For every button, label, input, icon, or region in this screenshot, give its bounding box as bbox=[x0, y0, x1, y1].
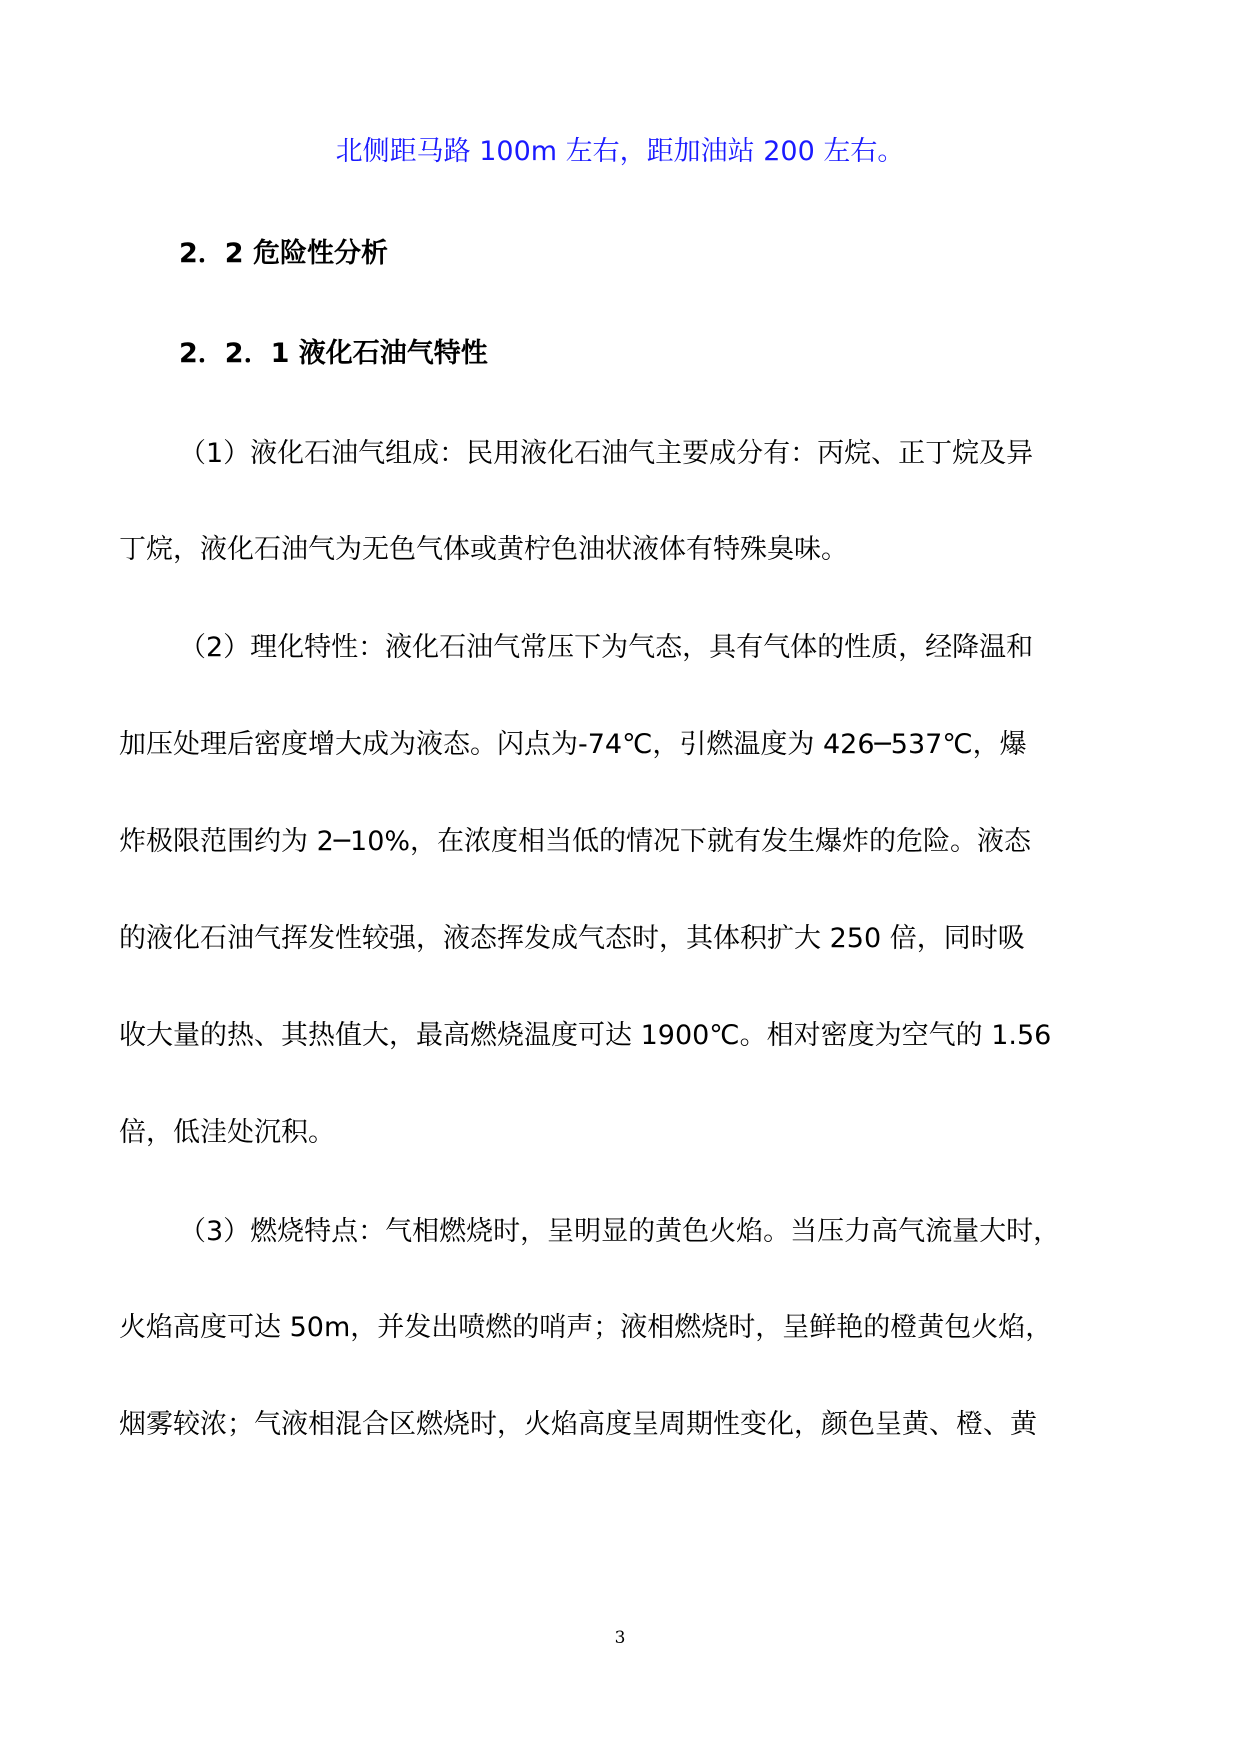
location-note: 北侧距马路 100m 左右，距加油站 200 左右。 bbox=[335, 136, 905, 167]
paragraph-combustion-line-3: 烟雾较浓；气液相混合区燃烧时，火焰高度呈周期性变化，颜色呈黄、橙、黄 bbox=[119, 1409, 1037, 1440]
section-heading-2-2: 2．2 危险性分析 bbox=[179, 238, 388, 269]
paragraph-composition-line-2: 丁烷，液化石油气为无色气体或黄柠色油状液体有特殊臭味。 bbox=[119, 534, 848, 565]
paragraph-combustion-line-2: 火焰高度可达 50m，并发出喷燃的哨声；液相燃烧时，呈鲜艳的橙黄包火焰， bbox=[119, 1312, 1053, 1343]
paragraph-properties-line-5: 收大量的热、其热值大，最高燃烧温度可达 1900℃。相对密度为空气的 1.56 bbox=[119, 1020, 1052, 1051]
section-heading-2-2-1: 2．2．1 液化石油气特性 bbox=[179, 338, 488, 369]
paragraph-properties-line-3: 炸极限范围约为 2─10%，在浓度相当低的情况下就有发生爆炸的危险。液态 bbox=[119, 826, 1032, 857]
paragraph-composition-line-1: （1）液化石油气组成：民用液化石油气主要成分有：丙烷、正丁烷及异 bbox=[179, 438, 1034, 469]
paragraph-combustion-line-1: （3）燃烧特点：气相燃烧时，呈明显的黄色火焰。当压力高气流量大时， bbox=[179, 1216, 1061, 1247]
paragraph-properties-line-2: 加压处理后密度增大成为液态。闪点为-74℃，引燃温度为 426─537℃，爆 bbox=[119, 729, 1027, 760]
paragraph-properties-line-4: 的液化石油气挥发性较强，液态挥发成气态时，其体积扩大 250 倍，同时吸 bbox=[119, 923, 1025, 954]
paragraph-properties-line-1: （2）理化特性：液化石油气常压下为气态，具有气体的性质，经降温和 bbox=[179, 632, 1034, 663]
paragraph-properties-line-6: 倍，低洼处沉积。 bbox=[119, 1117, 335, 1148]
page-number: 3 bbox=[614, 1628, 626, 1648]
